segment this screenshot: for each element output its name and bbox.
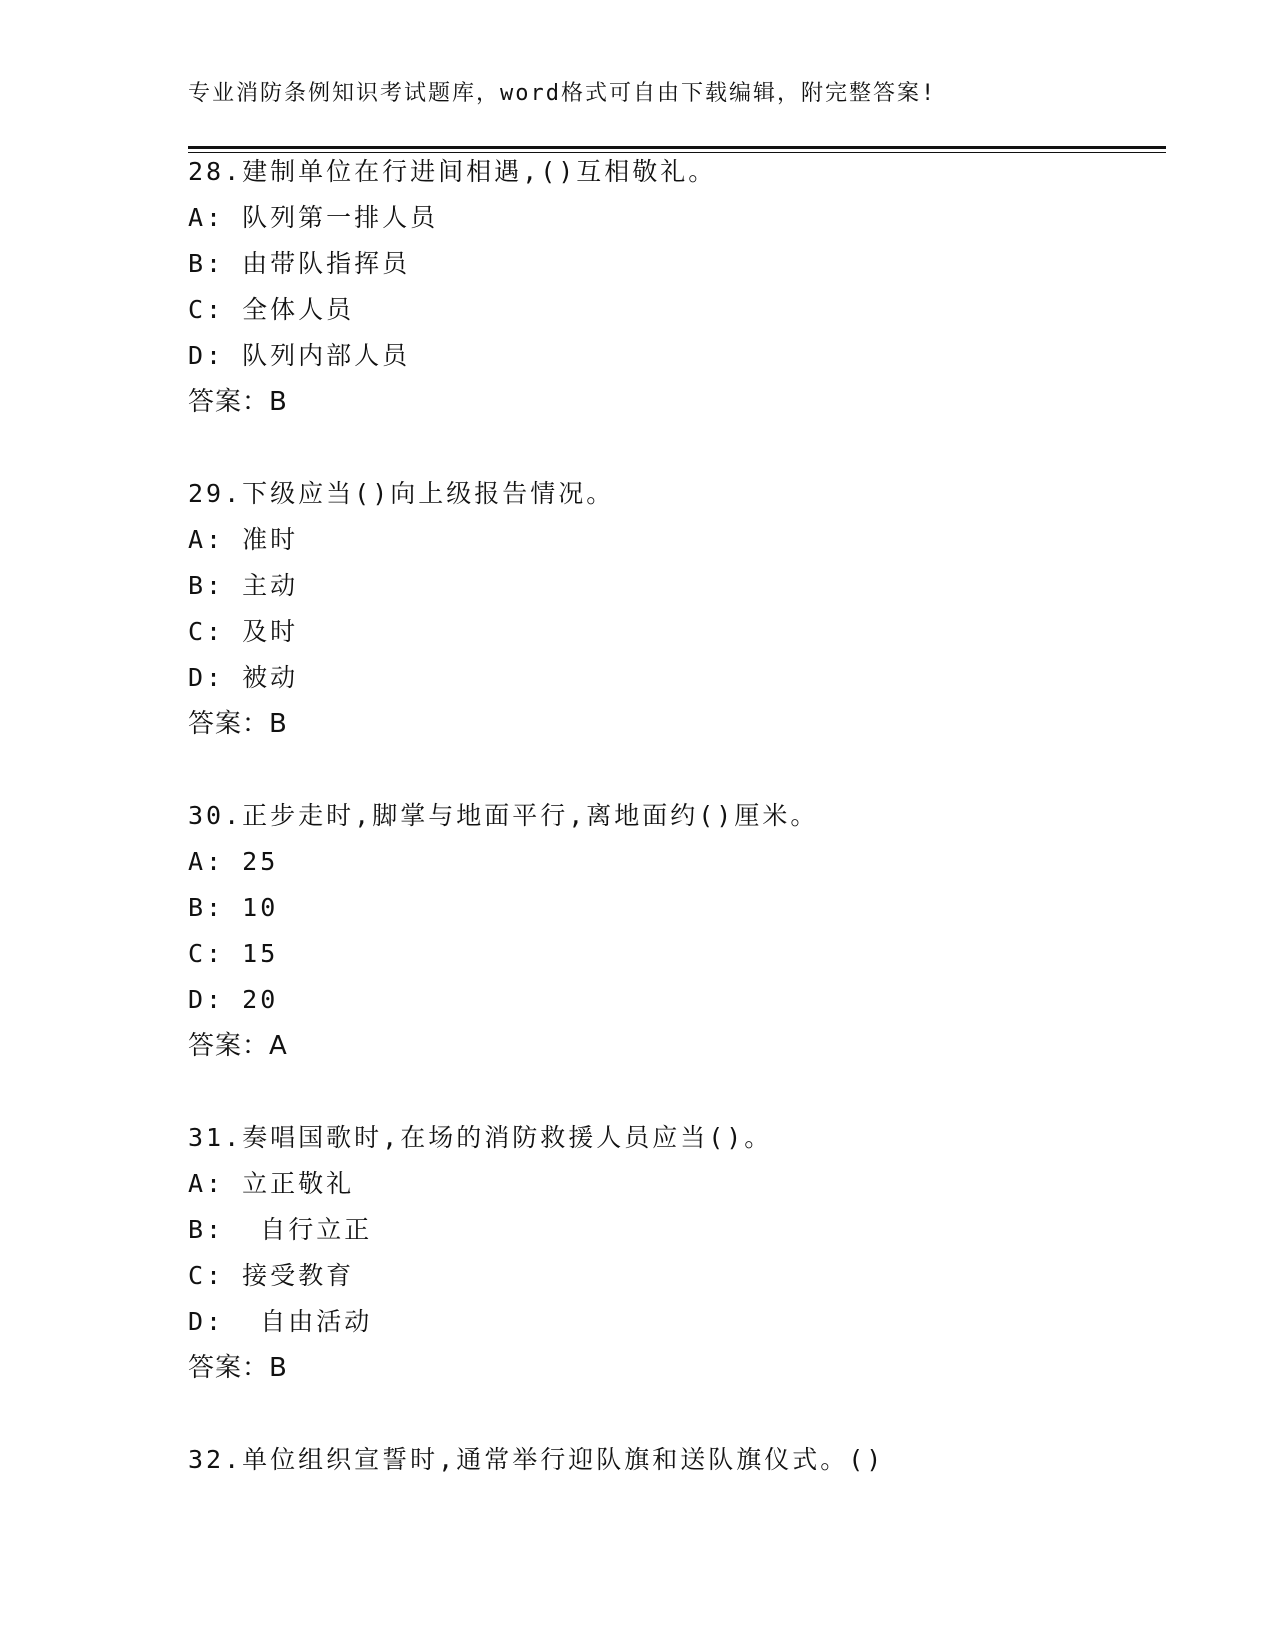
option-text: 自由活动	[242, 1307, 373, 1336]
option-label: A:	[188, 525, 225, 554]
option-label: D:	[188, 1307, 225, 1336]
option-label: D:	[188, 341, 225, 370]
option-label: C:	[188, 939, 225, 968]
option-c	[188, 609, 1168, 655]
option-a	[188, 195, 1168, 241]
option-label: C:	[188, 295, 225, 324]
question-32	[188, 1437, 1168, 1483]
option-a	[188, 839, 1168, 885]
option-text: 自行立正	[242, 1215, 373, 1244]
option-b	[188, 241, 1168, 287]
option-label: C:	[188, 617, 225, 646]
option-text: 25	[242, 847, 279, 876]
option-label: A:	[188, 847, 225, 876]
option-label: C:	[188, 1261, 225, 1290]
option-text: 立正敬礼	[242, 1169, 355, 1198]
option-label: D:	[188, 985, 225, 1014]
question-31	[188, 1115, 1168, 1391]
option-label: B:	[188, 571, 225, 600]
question-30	[188, 793, 1168, 1069]
question-28	[188, 149, 1168, 425]
option-text: 20	[242, 985, 279, 1014]
question-stem: 28.建制单位在行进间相遇,()互相敬礼。	[188, 157, 717, 186]
option-text: 被动	[242, 663, 299, 692]
header-note: 专业消防条例知识考试题库，word格式可自由下载编辑，附完整答案!	[188, 81, 937, 106]
option-b	[188, 563, 1168, 609]
option-label: D:	[188, 663, 225, 692]
option-text: 队列第一排人员	[242, 203, 439, 232]
answer-line: 答案：A	[188, 1031, 288, 1061]
option-text: 主动	[242, 571, 299, 600]
question-stem: 32.单位组织宣誓时,通常举行迎队旗和送队旗仪式。()	[188, 1445, 885, 1474]
answer-line: 答案：B	[188, 1353, 288, 1383]
option-text: 15	[242, 939, 279, 968]
option-label: B:	[188, 893, 225, 922]
option-d	[188, 655, 1168, 701]
option-label: B:	[188, 249, 225, 278]
option-c	[188, 931, 1168, 977]
option-label: B:	[188, 1215, 225, 1244]
option-d	[188, 1299, 1168, 1345]
question-stem: 31.奏唱国歌时,在场的消防救援人员应当()。	[188, 1123, 773, 1152]
answer-line: 答案：B	[188, 387, 288, 417]
option-b	[188, 885, 1168, 931]
option-a	[188, 1161, 1168, 1207]
option-d	[188, 977, 1168, 1023]
question-stem: 30.正步走时,脚掌与地面平行,离地面约()厘米。	[188, 801, 819, 830]
option-b	[188, 1207, 1168, 1253]
option-text: 队列内部人员	[242, 341, 411, 370]
question-stem: 29.下级应当()向上级报告情况。	[188, 479, 615, 508]
option-text: 接受教育	[242, 1261, 355, 1290]
option-text: 准时	[242, 525, 299, 554]
option-label: A:	[188, 1169, 225, 1198]
answer-line: 答案：B	[188, 709, 288, 739]
option-c	[188, 287, 1168, 333]
option-text: 10	[242, 893, 279, 922]
question-29	[188, 471, 1168, 747]
option-label: A:	[188, 203, 225, 232]
option-text: 由带队指挥员	[242, 249, 411, 278]
option-text: 及时	[242, 617, 299, 646]
option-text: 全体人员	[242, 295, 355, 324]
option-a	[188, 517, 1168, 563]
option-d	[188, 333, 1168, 379]
option-c	[188, 1253, 1168, 1299]
